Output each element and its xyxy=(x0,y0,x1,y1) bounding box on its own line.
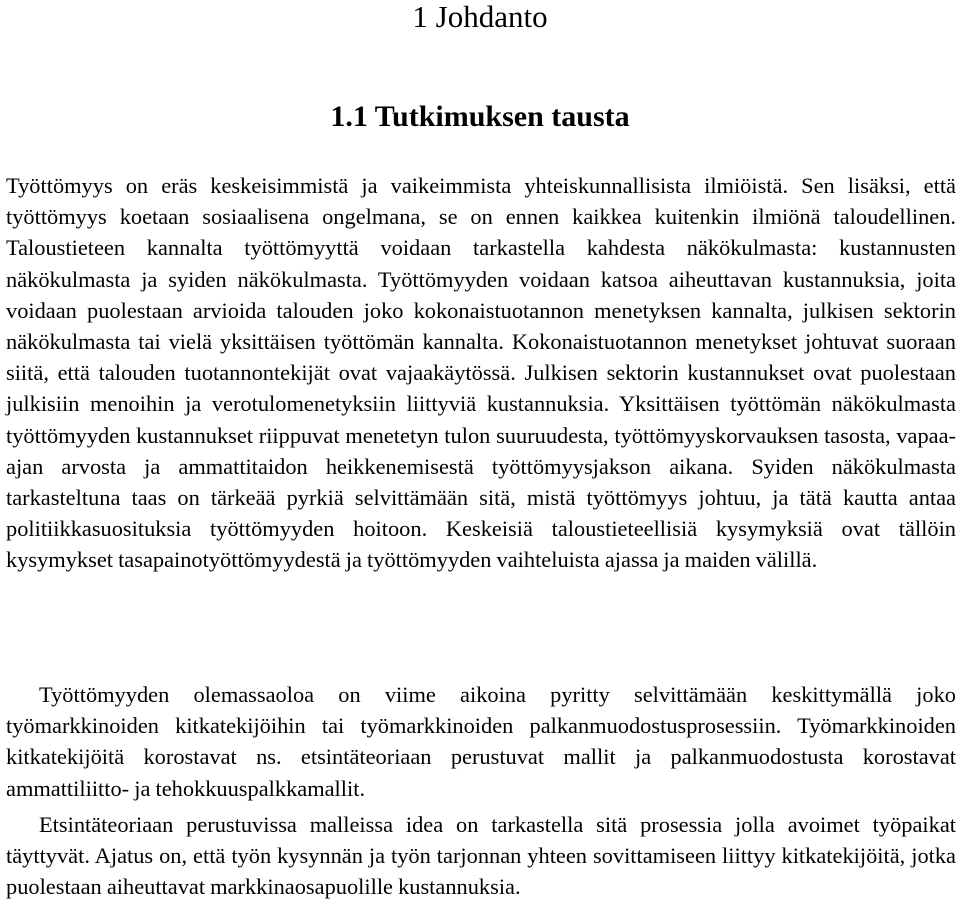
paragraph-3: Etsintäteoriaan perustuvissa malleissa idea on tarkastella sitä prosessia jolla avoimet työpaikat täyttyvät. Ajatus on, että työn kysynnän ja työn tarjonnan yhteen sovittamiseen liittyy kitkatekijöitä, jotka puolestaan aiheuttavat markkinaosapuolille kustannuksia. xyxy=(6,812,956,900)
paragraph-1: Työttömyys on eräs keskeisimmistä ja vaikeimmista yhteiskunnallisista ilmiöistä. Sen lisäksi, että työttömyys koetaan sosiaalisena ongelmana, se on ennen kaikkea kuitenkin ilmiönä taloudellinen. Taloustieteen kannalta työttömyyttä voidaan tarkastella kahdesta näkökulmasta: kustannusten näkökulmasta ja syiden näkökulmasta. Työttömyyden voidaan katsoa aiheuttavan kustannuksia, joita voidaan puolestaan arvioida talouden joko kokonaistuotannon menetyksen kannalta, julkisen sektorin näkökulmasta tai vielä yksittäisen työttömän kannalta. Kokonaistuotannon menetykset johtuvat suoraan siitä, että talouden tuotannontekijät ovat vajaakäytössä. Julkisen sektorin kustannukset ovat puolestaan julkisiin menoihin ja verotulomenetyksiin liittyviä kustannuksia. Yksittäisen työttömän näkökulmasta työttömyyden kustannukset riippuvat menetetyn tulon suuruudesta, työttömyyskorvauksen tasosta, vapaa-ajan arvosta ja ammattitaidon heikkenemisestä työttömyysjakson aikana. Syiden näkökulmasta tarkasteltuna taas on tärkeää pyrkiä selvittämään sitä, mistä työttömyys johtuu, ja tätä kautta antaa politiikkasuosituksia työttömyyden hoitoon. Keskeisiä taloustieteellisiä kysymyksiä ovat tällöin kysymykset tasapainotyöttömyydestä ja työttömyyden vaihteluista ajassa ja maiden välillä. xyxy=(6,173,956,573)
paragraph-2: Työttömyyden olemassaoloa on viime aikoina pyritty selvittämään keskittymällä joko työmarkkinoiden kitkatekijöihin tai työmarkkinoiden palkanmuodostusprosessiin. Työmarkkinoiden kitkatekijöitä korostavat ns. etsintäteoriaan perustuvat mallit ja palkanmuodostusta korostavat ammattiliitto- ja tehokkuuspalkkamallit. xyxy=(6,682,956,801)
chapter-title: 1 Johdanto xyxy=(412,0,548,34)
section-title: 1.1 Tutkimuksen tausta xyxy=(330,100,630,133)
